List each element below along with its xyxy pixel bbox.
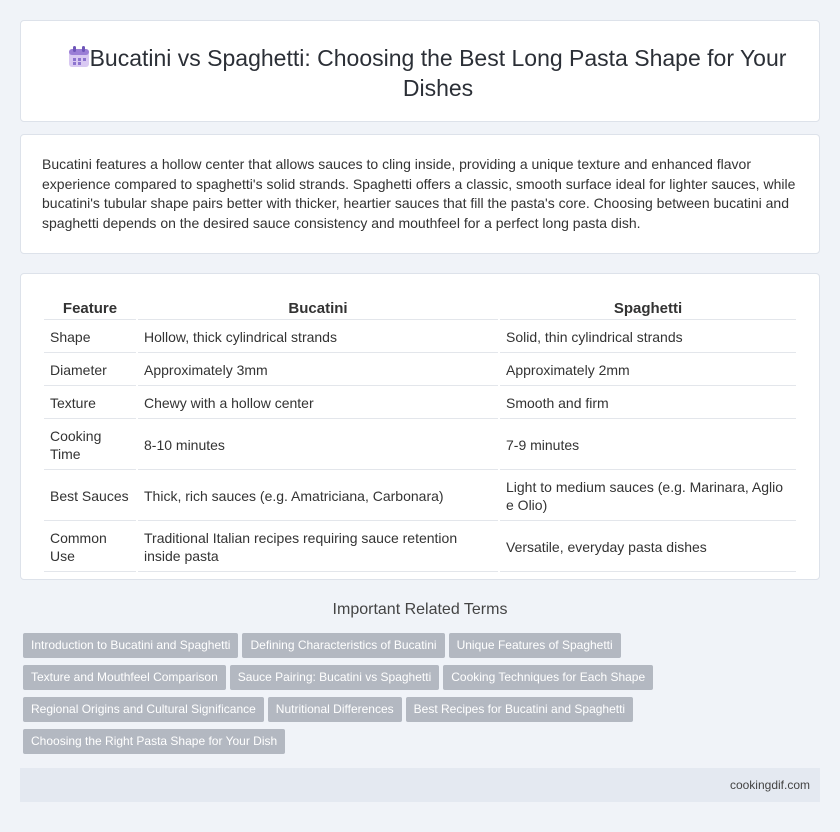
cell-bucatini: 8-10 minutes: [138, 421, 498, 470]
tag-row: [23, 665, 683, 697]
cell-feature: Common Use: [44, 523, 136, 572]
intro-card: [20, 134, 820, 254]
cell-feature: Best Sauces: [44, 472, 136, 521]
header-feature: Feature: [44, 296, 136, 320]
table-row: [44, 421, 796, 470]
comparison-card: [20, 273, 820, 580]
cell-spaghetti: Solid, thin cylindrical strands: [500, 322, 796, 353]
cell-bucatini: Thick, rich sauces (e.g. Amatriciana, Carbonara): [138, 472, 498, 521]
related-tag[interactable]: Nutritional Differences: [268, 697, 402, 722]
cell-feature: Cooking Time: [44, 421, 136, 470]
cell-feature: Diameter: [44, 355, 136, 386]
header-bucatini: Bucatini: [138, 296, 498, 320]
table-row: [44, 355, 796, 386]
page-title: Bucatini vs Spaghetti: Choosing the Best Long Pasta Shape for Your Dishes: [89, 45, 787, 101]
cell-bucatini: Chewy with a hollow center: [138, 388, 498, 419]
cell-spaghetti: 7-9 minutes: [500, 421, 796, 470]
related-terms-title: Important Related Terms: [332, 601, 508, 618]
related-tag[interactable]: Choosing the Right Pasta Shape for Your Dish: [23, 729, 285, 754]
cell-feature: Texture: [44, 388, 136, 419]
cell-bucatini: Traditional Italian recipes requiring sauce retention inside pasta: [138, 523, 498, 572]
cell-bucatini: Approximately 3mm: [138, 355, 498, 386]
table-row: [44, 388, 796, 419]
related-tag[interactable]: Cooking Techniques for Each Shape: [443, 665, 653, 690]
related-tag[interactable]: Regional Origins and Cultural Significance: [23, 697, 264, 722]
footer: [20, 768, 820, 802]
tag-row: [23, 633, 683, 665]
related-tag[interactable]: Sauce Pairing: Bucatini vs Spaghetti: [230, 665, 439, 690]
related-tag[interactable]: Defining Characteristics of Bucatini: [242, 633, 444, 658]
header-spaghetti: Spaghetti: [500, 296, 796, 320]
related-tag[interactable]: Introduction to Bucatini and Spaghetti: [23, 633, 238, 658]
cell-spaghetti: Versatile, everyday pasta dishes: [500, 523, 796, 572]
cell-feature: Shape: [44, 322, 136, 353]
cell-spaghetti: Approximately 2mm: [500, 355, 796, 386]
related-tag[interactable]: Texture and Mouthfeel Comparison: [23, 665, 226, 690]
cell-spaghetti: Smooth and firm: [500, 388, 796, 419]
comparison-table: [42, 294, 798, 574]
table-row: [44, 322, 796, 353]
table-row: [44, 523, 796, 572]
related-tag[interactable]: Best Recipes for Bucatini and Spaghetti: [406, 697, 633, 722]
tag-row: [23, 729, 683, 761]
cell-bucatini: Hollow, thick cylindrical strands: [138, 322, 498, 353]
footer-site-link[interactable]: cookingdif.com: [729, 778, 810, 792]
header-card: [20, 20, 820, 122]
table-header-row: [44, 296, 796, 320]
tag-row: [23, 697, 683, 729]
cell-spaghetti: Light to medium sauces (e.g. Marinara, Aglio e Olio): [500, 472, 796, 521]
title-wrap: [21, 43, 819, 103]
related-tag[interactable]: Unique Features of Spaghetti: [449, 633, 621, 658]
related-tags: [23, 633, 683, 761]
intro-paragraph: Bucatini features a hollow center that allows sauces to cling inside, providing a unique texture and enhanced flavor experience compared to spaghetti's solid strands. Spaghetti offers a classic, smooth surface ideal for lighter sauces, while bucatini's tubular shape pairs better with thicker, heartier sauces that fill the pasta's core. Choosing between bucatini and spaghetti depends on the desired sauce consistency and mouthfeel for a perfect long pasta dish.: [42, 156, 796, 231]
table-row: [44, 472, 796, 521]
calendar-icon: [66, 45, 92, 69]
